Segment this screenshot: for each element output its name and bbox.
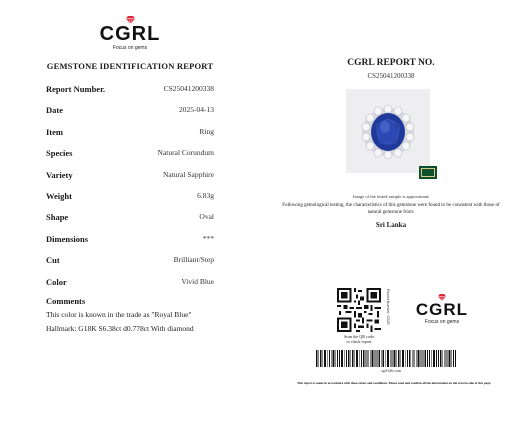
qr-code-icon[interactable]: [337, 288, 381, 332]
comments-section: [46, 296, 246, 338]
cgrl-logo-bottom: [410, 294, 474, 325]
field-species: [46, 144, 214, 165]
comments-line: This color is known in the trade as "Royal Blue": [46, 310, 192, 319]
comments-line: Hallmark: G18K S6.38ct d0.778ct With diamond: [46, 324, 194, 333]
qr-caption-line: to check report: [346, 339, 372, 345]
brand-tagline: Focus on gems: [424, 319, 460, 325]
field-value: ***: [202, 233, 214, 243]
field-item: [46, 123, 214, 144]
barcode-caption: cgrl-lab.com: [380, 368, 402, 373]
qr-side-label: Report Number: CS25: [386, 289, 390, 325]
photo-caption: Image of the tested sample is approximate: [353, 194, 429, 199]
field-weight: [46, 187, 214, 208]
sapphire-ring-icon: [346, 89, 430, 173]
field-shape: [46, 208, 214, 229]
field-date: [46, 101, 214, 122]
qr-side-text: [382, 288, 390, 332]
field-report-number: [46, 80, 214, 101]
field-label: Variety: [46, 169, 73, 180]
terms-footer: This report is made in accordance with these terms and conditions. Please read and confirm all the information on the reverse side of this page.: [296, 381, 492, 385]
field-label: Shape: [46, 212, 69, 223]
verification-stamp-icon: [419, 166, 437, 179]
brand-tagline: Focus on gems: [112, 45, 148, 51]
field-variety: [46, 166, 214, 187]
qr-caption: [332, 334, 386, 345]
field-value: 6.83g: [197, 190, 214, 200]
cgrl-logo-top: [90, 16, 170, 51]
field-value: Natural Corundum: [157, 148, 214, 158]
report-title: GEMSTONE IDENTIFICATION REPORT: [46, 61, 214, 71]
field-cut: [46, 251, 214, 272]
report-no-value: CS25041200338: [367, 72, 415, 80]
right-panel: [262, 0, 520, 395]
field-label: Weight: [46, 190, 72, 201]
field-dimensions: [46, 230, 214, 251]
barcode-icon: [316, 350, 456, 367]
comments-heading: Comments: [46, 296, 86, 306]
report-fields: [46, 80, 214, 294]
brand-name: CGRL: [415, 300, 469, 319]
field-label: Date: [46, 105, 63, 116]
field-color: [46, 273, 214, 294]
blank-margin: [0, 395, 520, 430]
field-value: Brilliant/Step: [173, 255, 214, 265]
field-label: Report Number.: [46, 84, 106, 94]
field-label: Cut: [46, 255, 60, 266]
brand-name: CGRL: [99, 23, 161, 45]
field-value: 2025-04-13: [179, 105, 214, 115]
gemstone-photo: [346, 89, 430, 173]
left-panel: [0, 0, 260, 395]
field-label: Species: [46, 148, 73, 159]
field-label: Item: [46, 126, 63, 137]
testing-statement: Following gemological testing, the characteristics of this gemstone were found to be consistent with those of natural gemstone from:: [282, 203, 500, 215]
report-no-title: CGRL REPORT NO.: [347, 58, 435, 68]
origin-value: Sri Lanka: [375, 221, 407, 229]
field-value: Vivid Blue: [181, 276, 214, 286]
field-label: Color: [46, 276, 67, 287]
field-value: Ring: [199, 126, 214, 136]
field-value: Oval: [199, 212, 214, 222]
qr-caption-line: Scan the QR code: [343, 334, 375, 339]
field-value: Natural Sapphire: [162, 169, 214, 179]
field-label: Dimensions: [46, 233, 89, 244]
field-value: CS25041200338: [163, 84, 214, 93]
